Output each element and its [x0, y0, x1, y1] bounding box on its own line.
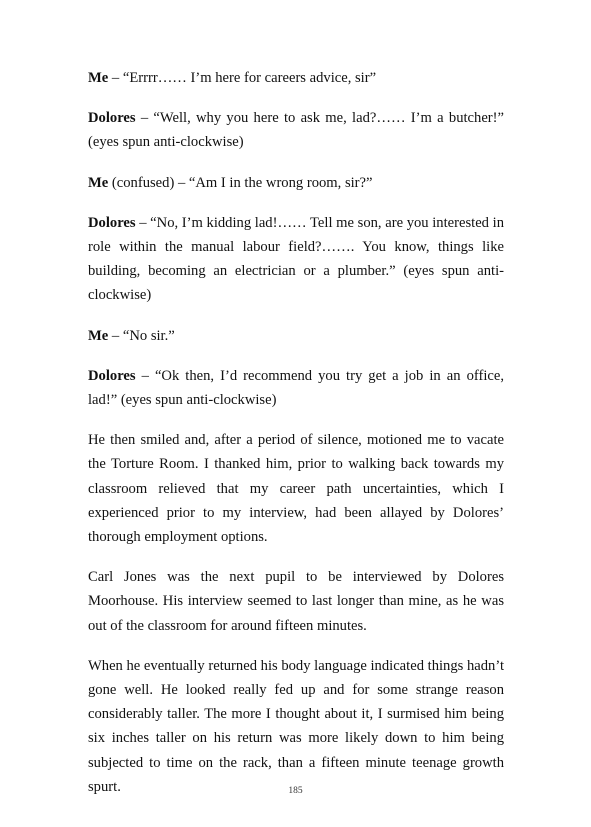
paragraph-text: – “No sir.”: [108, 327, 175, 344]
speaker-name: Me: [88, 327, 109, 344]
page-body: [88, 66, 504, 815]
speaker-name: Me: [88, 70, 109, 86]
page-number: 185: [288, 786, 303, 796]
speaker-name: Me: [88, 174, 109, 191]
dialogue-paragraph: [88, 364, 504, 412]
narrative-paragraph: [88, 565, 504, 638]
speaker-name: Dolores: [88, 367, 136, 384]
narrative-paragraph: [88, 654, 504, 799]
paragraph-text: – “Errrr…… I’m here for careers advice, sir”: [108, 70, 377, 86]
paragraph-text: – “Ok then, I’d recommend you try get a job in an office, lad!” (eyes spun anti-clockwise): [88, 367, 504, 409]
paragraph-text: Carl Jones was the next pupil to be interviewed by Dolores Moorhouse. His interview seemed to last longer than mine, as he was out of the classroom for around fifteen minutes.: [88, 569, 504, 634]
speaker-name: Dolores: [88, 110, 136, 127]
dialogue-paragraph: [88, 66, 504, 90]
dialogue-paragraph: [88, 211, 504, 308]
paragraph-text: He then smiled and, after a period of silence, motioned me to vacate the Torture Room. I thanked him, prior to walking back towards my classroom relieved that my career path uncertainties, which I experienced prior to my interview, had been allayed by Dolores’ thorough employment options.: [88, 432, 504, 546]
dialogue-paragraph: [88, 171, 504, 195]
paragraph-text: – “No, I’m kidding lad!…… Tell me son, are you interested in role within the manual labour field?……. You know, things like building, becoming an electrician or a plumber.” (eyes spun anti-clockwise): [88, 214, 504, 304]
narrative-paragraph: [88, 428, 504, 549]
dialogue-paragraph: [88, 106, 504, 154]
paragraph-text: – “Well, why you here to ask me, lad?…… I’m a butcher!” (eyes spun anti-clockwise): [88, 110, 504, 151]
speaker-name: Dolores: [88, 214, 136, 231]
paragraph-text: When he eventually returned his body language indicated things hadn’t gone well. He looked really fed up and for some strange reason considerably taller. The more I thought about it, I surmised him being six inches taller on his return was more likely down to him being subjected to time on the rack, than a fifteen minute teenage growth spurt.: [88, 657, 504, 795]
paragraph-text: (confused) – “Am I in the wrong room, sir?”: [108, 174, 373, 191]
dialogue-paragraph: [88, 324, 504, 348]
